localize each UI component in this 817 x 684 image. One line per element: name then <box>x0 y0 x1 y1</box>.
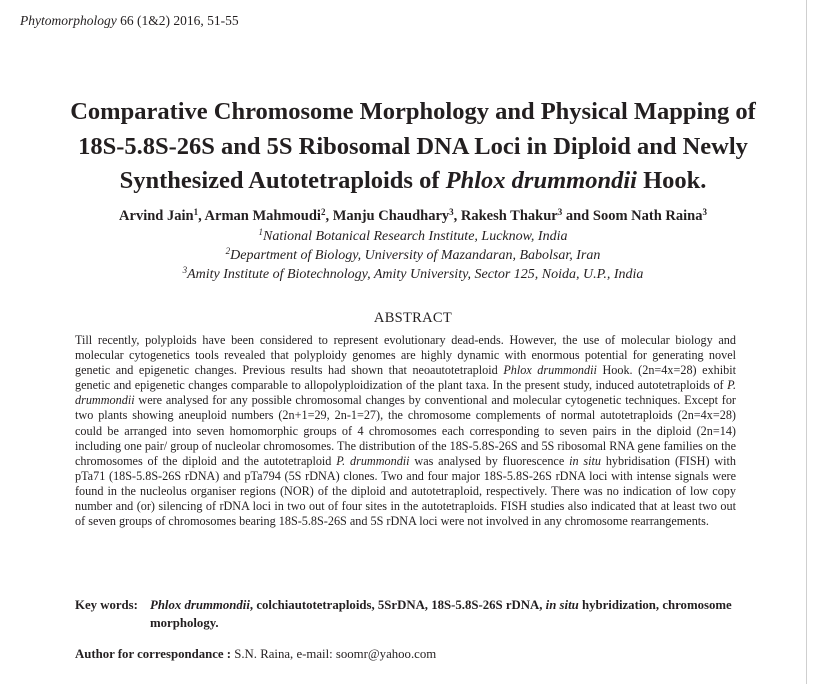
author-affiliation-mark: 3 <box>702 207 707 217</box>
title-line-2: 18S-5.8S-26S and 5S Ribosomal DNA Loci in Diploid and Newly <box>78 132 748 160</box>
author-separator: , <box>198 208 205 224</box>
keyword-in-situ: in situ <box>545 598 579 612</box>
affiliation-2 <box>20 248 806 264</box>
author-name: Arvind Jain <box>119 208 194 224</box>
author-affiliation-mark: 3 <box>449 207 454 217</box>
abstract-text: hybridisation (FISH) with pTa71 (18S-5.8S-26S rDNA) and pTa794 (5S rDNA) clones. Two and four major 18S-5.8S-26S rDNA loci with intense signals were found in the nucleolus organiser regions (NOR) of the diploid and autotetraploid, respectively. There was no indication of low copy number and (or) silencing of rDNA loci in two out of four sites in the autotetraploids. FISH studies also indicated that at least two out of seven groups of chromosomes bearing 18S-5.8S-26S and 5S rDNA loci were not involved in any chromosome rearrangements. <box>75 453 736 529</box>
affiliation-number: 3 <box>182 265 188 275</box>
author-affiliation-mark: 1 <box>193 207 199 217</box>
page-edge-line <box>806 0 807 684</box>
journal-citation <box>20 13 239 29</box>
title-species-name: Phlox drummondii <box>445 167 637 194</box>
affiliation-text: Amity Institute of Biotechnology, Amity University, Sector 125, Noida, U.P., India <box>187 267 644 282</box>
keyword-text: , colchiautotetraploids, 5SrDNA, 18S-5.8S-26S rDNA, <box>249 598 546 612</box>
species-name: Phlox drummondii <box>503 363 597 378</box>
keyword-text: hybridization, chromosome morphology. <box>150 598 732 630</box>
title-line-3-end: Hook. <box>636 167 707 194</box>
abstract-body <box>75 333 736 529</box>
keywords-block <box>75 597 736 632</box>
title-line-3 <box>120 167 707 194</box>
affiliation-number: 2 <box>225 246 231 256</box>
correspondence-line <box>75 647 436 662</box>
species-name: P. drummondii <box>75 378 736 408</box>
keywords-label: Key words: <box>75 598 138 612</box>
author-separator: , <box>453 208 461 224</box>
abstract-text: were analysed for any possible chromosomal changes by conventional and molecular cytogenetic techniques. Except for two plants showing aneuploid numbers (2n+1=29, 2n-1=27), the chromosome complements of normal autotetraploids (2n=4x=28) could be arranged into seven homomorphic groups of 4 chromosomes each corresponding to seven pairs in the diploid (2n=14) including one pair/ group of nucleolar chromosomes. The distribution of the 18S-5.8S-26S and 5S ribosomal RNA gene families on the chromosomes of the diploid and the autotetraploid <box>75 393 736 468</box>
affiliation-number: 1 <box>258 227 264 237</box>
keywords-list <box>150 597 736 632</box>
author-list <box>20 208 806 225</box>
affiliation-text: Department of Biology, University of Mazandaran, Babolsar, Iran <box>230 248 601 263</box>
author-affiliation-mark: 3 <box>557 207 563 217</box>
keyword-species: Phlox drummondii <box>150 598 250 612</box>
author-name: Arman Mahmoudi <box>204 208 321 224</box>
species-name: P. drummondii <box>336 453 410 468</box>
journal-volume-pages: 66 (1&2) 2016, 51-55 <box>120 13 239 28</box>
affiliation-1 <box>20 229 806 245</box>
in-situ-term: in situ <box>569 453 601 468</box>
abstract-text: was analysed by fluorescence <box>409 453 570 468</box>
author-name: Soom Nath Raina <box>592 208 703 224</box>
affiliation-text: National Botanical Research Institute, Lucknow, India <box>263 229 568 244</box>
abstract-text: Till recently, polyploids have been considered to represent evolutionary dead-ends. However, the use of molecular biology and molecular cytogenetics tools revealed that polyploidy genomes are highly dynamic with enormous potential for generating novel genetic and epigenetic changes. Previous results had shown that neoautotetraploid <box>75 333 736 378</box>
abstract-text: Hook. (2n=4x=28) exhibit genetic and epigenetic changes comparable to allopolyploidization of the plant taxa. In the present study, induced autotetraploids of <box>75 363 737 393</box>
author-name: Rakesh Thakur <box>460 208 558 224</box>
title-line-1: Comparative Chromosome Morphology and Physical Mapping of <box>70 98 756 125</box>
author-separator: and <box>562 208 593 224</box>
journal-name: Phytomorphology <box>20 13 117 28</box>
author-name: Manju Chaudhary <box>332 208 450 224</box>
author-separator: , <box>325 208 333 224</box>
author-affiliation-mark: 2 <box>320 207 326 217</box>
paper-title <box>20 95 806 199</box>
correspondence-text: S.N. Raina, e-mail: soomr@yahoo.com <box>231 647 437 661</box>
abstract-heading: ABSTRACT <box>373 310 453 326</box>
title-line-3-text: Synthesized Autotetraploids of <box>119 167 446 194</box>
affiliation-3 <box>20 267 806 283</box>
correspondence-label: Author for correspondance : <box>75 647 232 661</box>
